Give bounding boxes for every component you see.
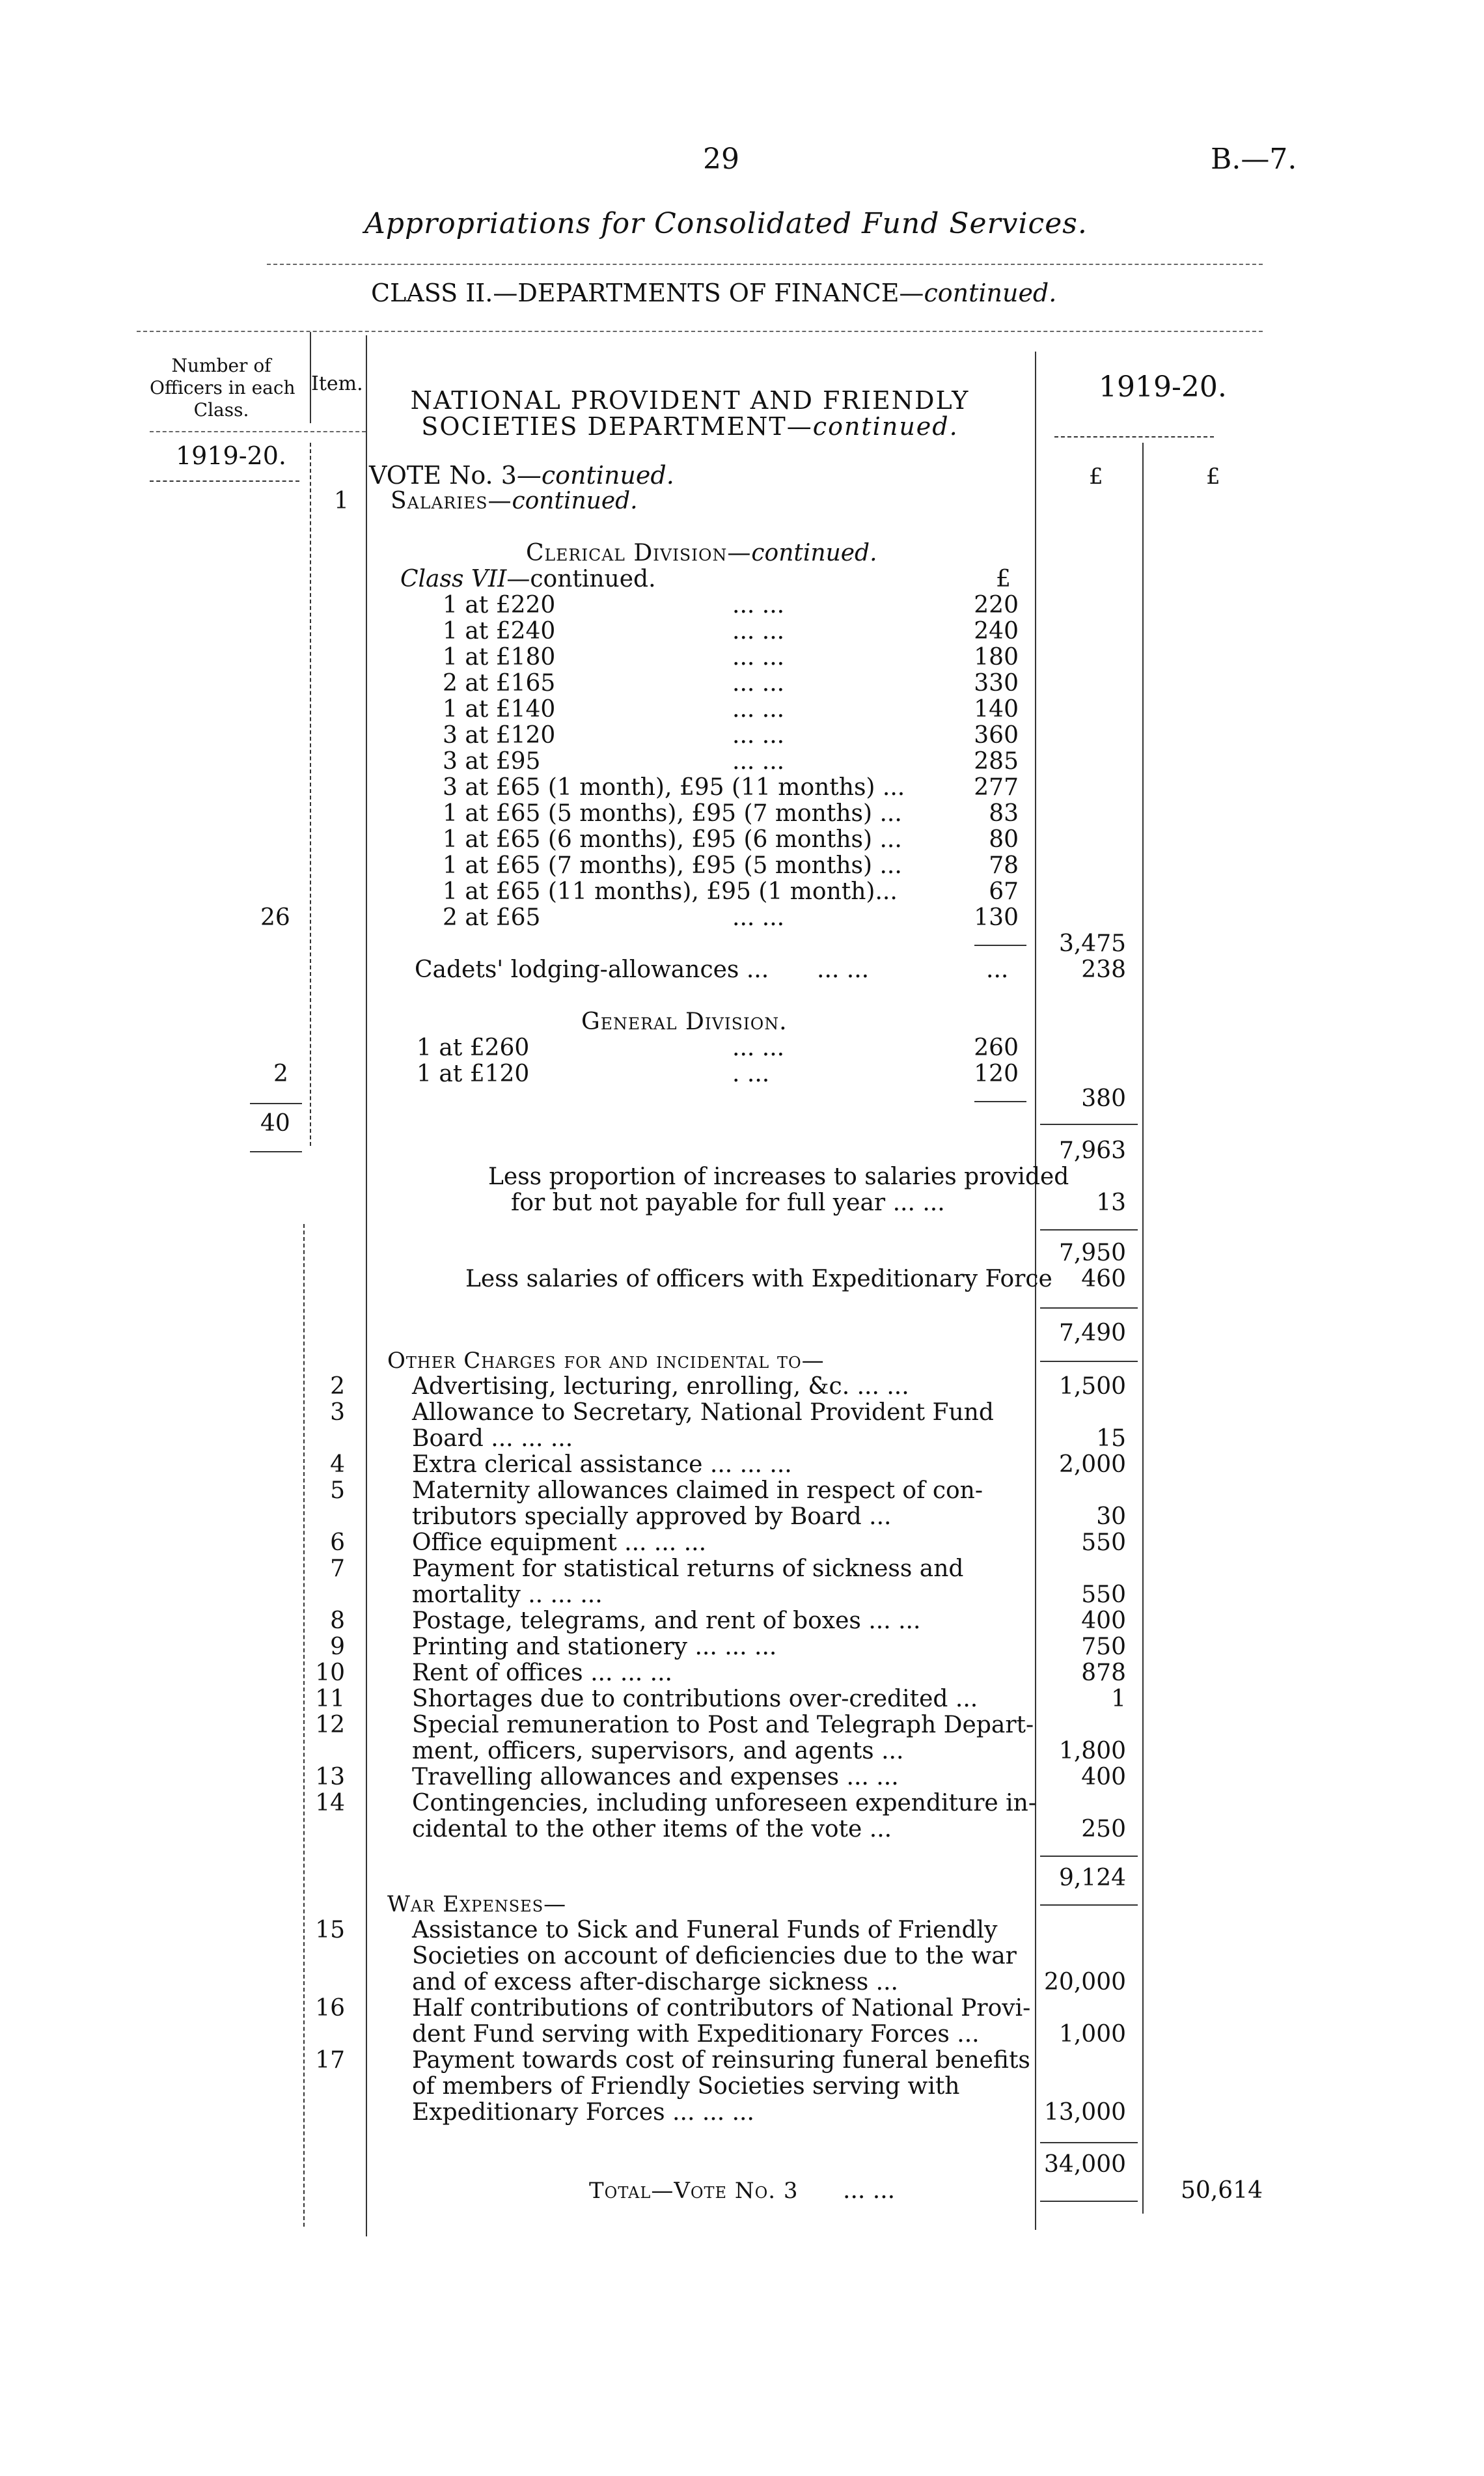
other_charges-item-amount: 15 bbox=[1096, 1425, 1126, 1452]
officers-year: 1919-20. bbox=[176, 441, 286, 470]
clerical-row-text: 3 at £120 bbox=[443, 722, 556, 749]
clerical-row-text: 1 at £140 bbox=[443, 696, 556, 723]
general-row-text: 1 at £260 bbox=[417, 1035, 530, 1061]
other-charges-sum-rule bbox=[1040, 1856, 1138, 1857]
document-reference: B.—7. bbox=[1211, 143, 1297, 176]
grand-total-amount: 50,614 bbox=[1181, 2177, 1263, 2204]
other_charges-item-line: Printing and stationery ... ... ... bbox=[412, 1634, 777, 1660]
other_charges-item-line: ment, officers, supervisors, and agents ... bbox=[412, 1738, 904, 1764]
clerical-row-amount: 83 bbox=[989, 800, 1019, 827]
clerical-row-amount: 78 bbox=[989, 852, 1019, 879]
other_charges-item-line: Allowance to Secretary, National Provident Fund bbox=[412, 1399, 994, 1426]
officers-sum-rule bbox=[250, 1103, 302, 1104]
other_charges-item-amount: 30 bbox=[1096, 1503, 1126, 1530]
after-increases-amount: 7,950 bbox=[1058, 1240, 1126, 1266]
war_expenses-item-line: Payment towards cost of reinsuring funeral benefits bbox=[412, 2047, 1030, 2074]
clerical-row-dots: ... ... bbox=[732, 696, 785, 723]
other_charges-item-line: Travelling allowances and expenses ... ... bbox=[412, 1764, 899, 1790]
year-column-header: 1919-20. bbox=[1099, 370, 1227, 404]
other_charges-item-number: 13 bbox=[315, 1764, 345, 1790]
other_charges-item-line: Extra clerical assistance ... ... ... bbox=[412, 1451, 792, 1478]
increases-sum-rule bbox=[1040, 1229, 1138, 1231]
war_expenses-item-amount: 1,000 bbox=[1058, 2021, 1126, 2048]
other_charges-item-line: Payment for statistical returns of sickness and bbox=[412, 1555, 964, 1582]
clerical-division-heading: Clerical Division—continued. bbox=[526, 540, 877, 566]
other_charges-item-amount: 1,800 bbox=[1058, 1738, 1126, 1764]
less-expeditionary-amount: 460 bbox=[1081, 1266, 1126, 1292]
column-rule bbox=[1142, 443, 1144, 2214]
cadets-dots: ... ... bbox=[817, 956, 870, 983]
other_charges-item-line: Postage, telegrams, and rent of boxes ... ... bbox=[412, 1607, 921, 1634]
other_charges-item-line: Board ... ... ... bbox=[412, 1425, 573, 1452]
other_charges-item-amount: 550 bbox=[1081, 1529, 1126, 1556]
other_charges-item-line: Advertising, lecturing, enrolling, &c. ... ... bbox=[412, 1373, 909, 1400]
other_charges-item-number: 14 bbox=[315, 1790, 345, 1816]
clerical-row-dots: ... ... bbox=[732, 722, 785, 749]
other_charges-item-number: 9 bbox=[330, 1634, 345, 1660]
other-charges-heading: Other Charges for and incidental to— bbox=[387, 1348, 825, 1374]
other-charges-total: 9,124 bbox=[1058, 1865, 1126, 1891]
net-salaries-amount: 7,490 bbox=[1058, 1320, 1126, 1346]
clerical-row-text: 2 at £165 bbox=[443, 670, 556, 697]
salary-total: 7,963 bbox=[1058, 1137, 1126, 1164]
officers-year-rule bbox=[150, 480, 299, 482]
other_charges-item-line: Maternity allowances claimed in respect of con- bbox=[412, 1477, 983, 1504]
general-officers-count: 2 bbox=[273, 1061, 288, 1087]
salaries-heading: Salaries—continued. bbox=[391, 488, 638, 514]
other_charges-item-amount: 878 bbox=[1081, 1660, 1126, 1686]
clerical-row-amount: 220 bbox=[974, 592, 1019, 619]
clerical-row-text: 3 at £65 (1 month), £95 (11 months) ... bbox=[443, 774, 905, 801]
clerical-row-dots: ... ... bbox=[732, 670, 785, 697]
clerical-row-text: 1 at £180 bbox=[443, 644, 556, 671]
war_expenses-item-number: 16 bbox=[315, 1995, 345, 2022]
other_charges-item-amount: 400 bbox=[1081, 1764, 1126, 1790]
war-expenses-heading: War Expenses— bbox=[387, 1891, 567, 1917]
clerical-row-text: 1 at £65 (5 months), £95 (7 months) ... bbox=[443, 800, 902, 827]
cadets-dots-end: ... bbox=[986, 956, 1009, 983]
class-heading: CLASS II.—DEPARTMENTS OF FINANCE—continued. bbox=[371, 279, 1057, 307]
clerical-row-dots: ... ... bbox=[732, 592, 785, 619]
other_charges-item-line: tributors specially approved by Board ... bbox=[412, 1503, 892, 1530]
item-column-header: Item. bbox=[311, 372, 363, 395]
vote-title: VOTE No. 3—continued. bbox=[369, 461, 674, 490]
less-increases-amount: 13 bbox=[1096, 1189, 1126, 1216]
other_charges-item-line: Special remuneration to Post and Telegraph Depart- bbox=[412, 1712, 1034, 1738]
other_charges-item-number: 11 bbox=[315, 1686, 345, 1712]
other_charges-item-number: 5 bbox=[330, 1477, 345, 1504]
page-number: 29 bbox=[703, 143, 739, 176]
other_charges-item-line: Rent of offices ... ... ... bbox=[412, 1660, 672, 1686]
war_expenses-item-number: 17 bbox=[315, 2047, 345, 2074]
clerical-pound-sign: £ bbox=[996, 566, 1011, 592]
clerical-row-amount: 67 bbox=[989, 878, 1019, 905]
clerical-subtotal: 3,475 bbox=[1058, 930, 1126, 957]
other_charges-item-line: Shortages due to contributions over-credited ... bbox=[412, 1686, 978, 1712]
other_charges-item-number: 10 bbox=[315, 1660, 345, 1686]
other_charges-item-amount: 550 bbox=[1081, 1581, 1126, 1608]
clerical-row-amount: 277 bbox=[974, 774, 1019, 801]
general-row-text: 1 at £120 bbox=[417, 1061, 530, 1087]
less-expeditionary-label: Less salaries of officers with Expeditionary Force bbox=[465, 1266, 1052, 1292]
clerical-row-dots: ... ... bbox=[732, 904, 785, 931]
other_charges-item-number: 8 bbox=[330, 1607, 345, 1634]
clerical-row-amount: 130 bbox=[974, 904, 1019, 931]
war_expenses-item-line: Assistance to Sick and Funeral Funds of Friendly bbox=[412, 1917, 998, 1943]
net-sum-rule bbox=[1040, 1307, 1138, 1309]
other_charges-item-amount: 2,000 bbox=[1058, 1451, 1126, 1478]
clerical-row-amount: 330 bbox=[974, 670, 1019, 697]
header-rule bbox=[137, 331, 1263, 332]
war_expenses-item-line: Half contributions of contributors of National Provi- bbox=[412, 1995, 1031, 2022]
clerical-row-text: 1 at £65 (6 months), £95 (6 months) ... bbox=[443, 826, 902, 853]
column-rule bbox=[366, 335, 367, 2236]
other_charges-item-amount: 1,500 bbox=[1058, 1373, 1126, 1400]
other_charges-item-number: 3 bbox=[330, 1399, 345, 1426]
war-sum-rule bbox=[1040, 2142, 1138, 2143]
clerical-row-amount: 80 bbox=[989, 826, 1019, 853]
war_expenses-item-line: and of excess after-discharge sickness ... bbox=[412, 1969, 898, 1996]
clerical-row-dots: ... ... bbox=[732, 748, 785, 775]
clerical-row-text: 1 at £220 bbox=[443, 592, 556, 619]
other_charges-item-number: 4 bbox=[330, 1451, 345, 1478]
clerical-sum-rule bbox=[974, 945, 1026, 946]
other_charges-item-line: Contingencies, including unforeseen expenditure in- bbox=[412, 1790, 1037, 1816]
general-division-heading: General Division. bbox=[581, 1008, 788, 1035]
other_charges-item-number: 12 bbox=[315, 1712, 345, 1738]
general-row-dots: ... ... bbox=[732, 1035, 785, 1061]
cadets-amount: 238 bbox=[1081, 956, 1126, 983]
clerical-row-text: 1 at £240 bbox=[443, 618, 556, 645]
general-row-dots: . ... bbox=[732, 1061, 770, 1087]
net-bottom-rule bbox=[1040, 1361, 1138, 1362]
general-row-amount: 260 bbox=[974, 1035, 1019, 1061]
officers-total-rule bbox=[250, 1151, 302, 1152]
clerical-row-dots: ... ... bbox=[732, 644, 785, 671]
officers-total: 40 bbox=[260, 1110, 290, 1137]
other_charges-item-amount: 400 bbox=[1081, 1607, 1126, 1634]
clerical-class-label: Class VII—continued. bbox=[400, 566, 656, 592]
general-sum-rule bbox=[974, 1101, 1026, 1102]
clerical-row-text: 1 at £65 (11 months), £95 (1 month)... bbox=[443, 878, 898, 905]
general-subtotal: 380 bbox=[1081, 1085, 1126, 1112]
column-rule bbox=[303, 1224, 305, 2227]
clerical-row-amount: 140 bbox=[974, 696, 1019, 723]
general-row-amount: 120 bbox=[974, 1061, 1019, 1087]
war_expenses-item-amount: 20,000 bbox=[1044, 1969, 1126, 1996]
clerical-row-amount: 360 bbox=[974, 722, 1019, 749]
war_expenses-item-line: Societies on account of deficiencies due to the war bbox=[412, 1943, 1017, 1969]
other_charges-item-line: mortality .. ... ... bbox=[412, 1581, 603, 1608]
salary-sum-rule bbox=[1040, 1124, 1138, 1125]
year-rule bbox=[1054, 436, 1214, 438]
clerical-row-text: 2 at £65 bbox=[443, 904, 541, 931]
war_expenses-item-number: 15 bbox=[315, 1917, 345, 1943]
war_expenses-item-line: of members of Friendly Societies serving with bbox=[412, 2073, 960, 2100]
other_charges-item-number: 2 bbox=[330, 1373, 345, 1400]
other_charges-item-number: 6 bbox=[330, 1529, 345, 1556]
column-rule bbox=[310, 332, 311, 423]
war_expenses-item-line: dent Fund serving with Expeditionary Forces ... bbox=[412, 2021, 980, 2048]
other_charges-item-line: cidental to the other items of the vote ... bbox=[412, 1816, 892, 1843]
less-increases-line-2: for but not payable for full year ... ... bbox=[511, 1189, 945, 1216]
department-heading: NATIONAL PROVIDENT AND FRIENDLY SOCIETIES DEPARTMENT—continued. bbox=[410, 386, 970, 441]
other-charges-bottom-rule bbox=[1040, 1904, 1138, 1906]
war_expenses-item-amount: 13,000 bbox=[1044, 2099, 1126, 2126]
clerical-row-text: 3 at £95 bbox=[443, 748, 541, 775]
other_charges-item-amount: 750 bbox=[1081, 1634, 1126, 1660]
clerical-row-dots: ... ... bbox=[732, 618, 785, 645]
pound-sign-col2: £ bbox=[1206, 464, 1220, 490]
pound-sign-col1: £ bbox=[1089, 464, 1103, 490]
column-rule bbox=[310, 443, 311, 1146]
other_charges-item-amount: 250 bbox=[1081, 1816, 1126, 1843]
clerical-officers-count: 26 bbox=[260, 904, 290, 931]
other_charges-item-line: Office equipment ... ... ... bbox=[412, 1529, 707, 1556]
cadets-label: Cadets' lodging-allowances ... bbox=[415, 956, 769, 983]
salaries-item-number: 1 bbox=[334, 488, 349, 514]
clerical-row-amount: 285 bbox=[974, 748, 1019, 775]
grand-total-rule bbox=[1040, 2201, 1138, 2202]
clerical-row-text: 1 at £65 (7 months), £95 (5 months) ... bbox=[443, 852, 902, 879]
grand-total-dots: ... ... bbox=[843, 2177, 896, 2204]
page-title: Appropriations for Consolidated Fund Services. bbox=[364, 207, 1088, 240]
officers-column-header: Number of Officers in each Class. bbox=[150, 355, 295, 421]
other_charges-item-number: 7 bbox=[330, 1555, 345, 1582]
war-expenses-total: 34,000 bbox=[1044, 2151, 1126, 2178]
war_expenses-item-line: Expeditionary Forces ... ... ... bbox=[412, 2099, 754, 2126]
officers-header-rule bbox=[150, 431, 366, 432]
clerical-row-amount: 180 bbox=[974, 644, 1019, 671]
clerical-row-amount: 240 bbox=[974, 618, 1019, 645]
other_charges-item-amount: 1 bbox=[1111, 1686, 1126, 1712]
grand-total-label: Total—Vote No. 3 bbox=[589, 2178, 799, 2204]
less-increases-line-1: Less proportion of increases to salaries provided bbox=[488, 1163, 1069, 1190]
title-rule bbox=[267, 264, 1263, 265]
